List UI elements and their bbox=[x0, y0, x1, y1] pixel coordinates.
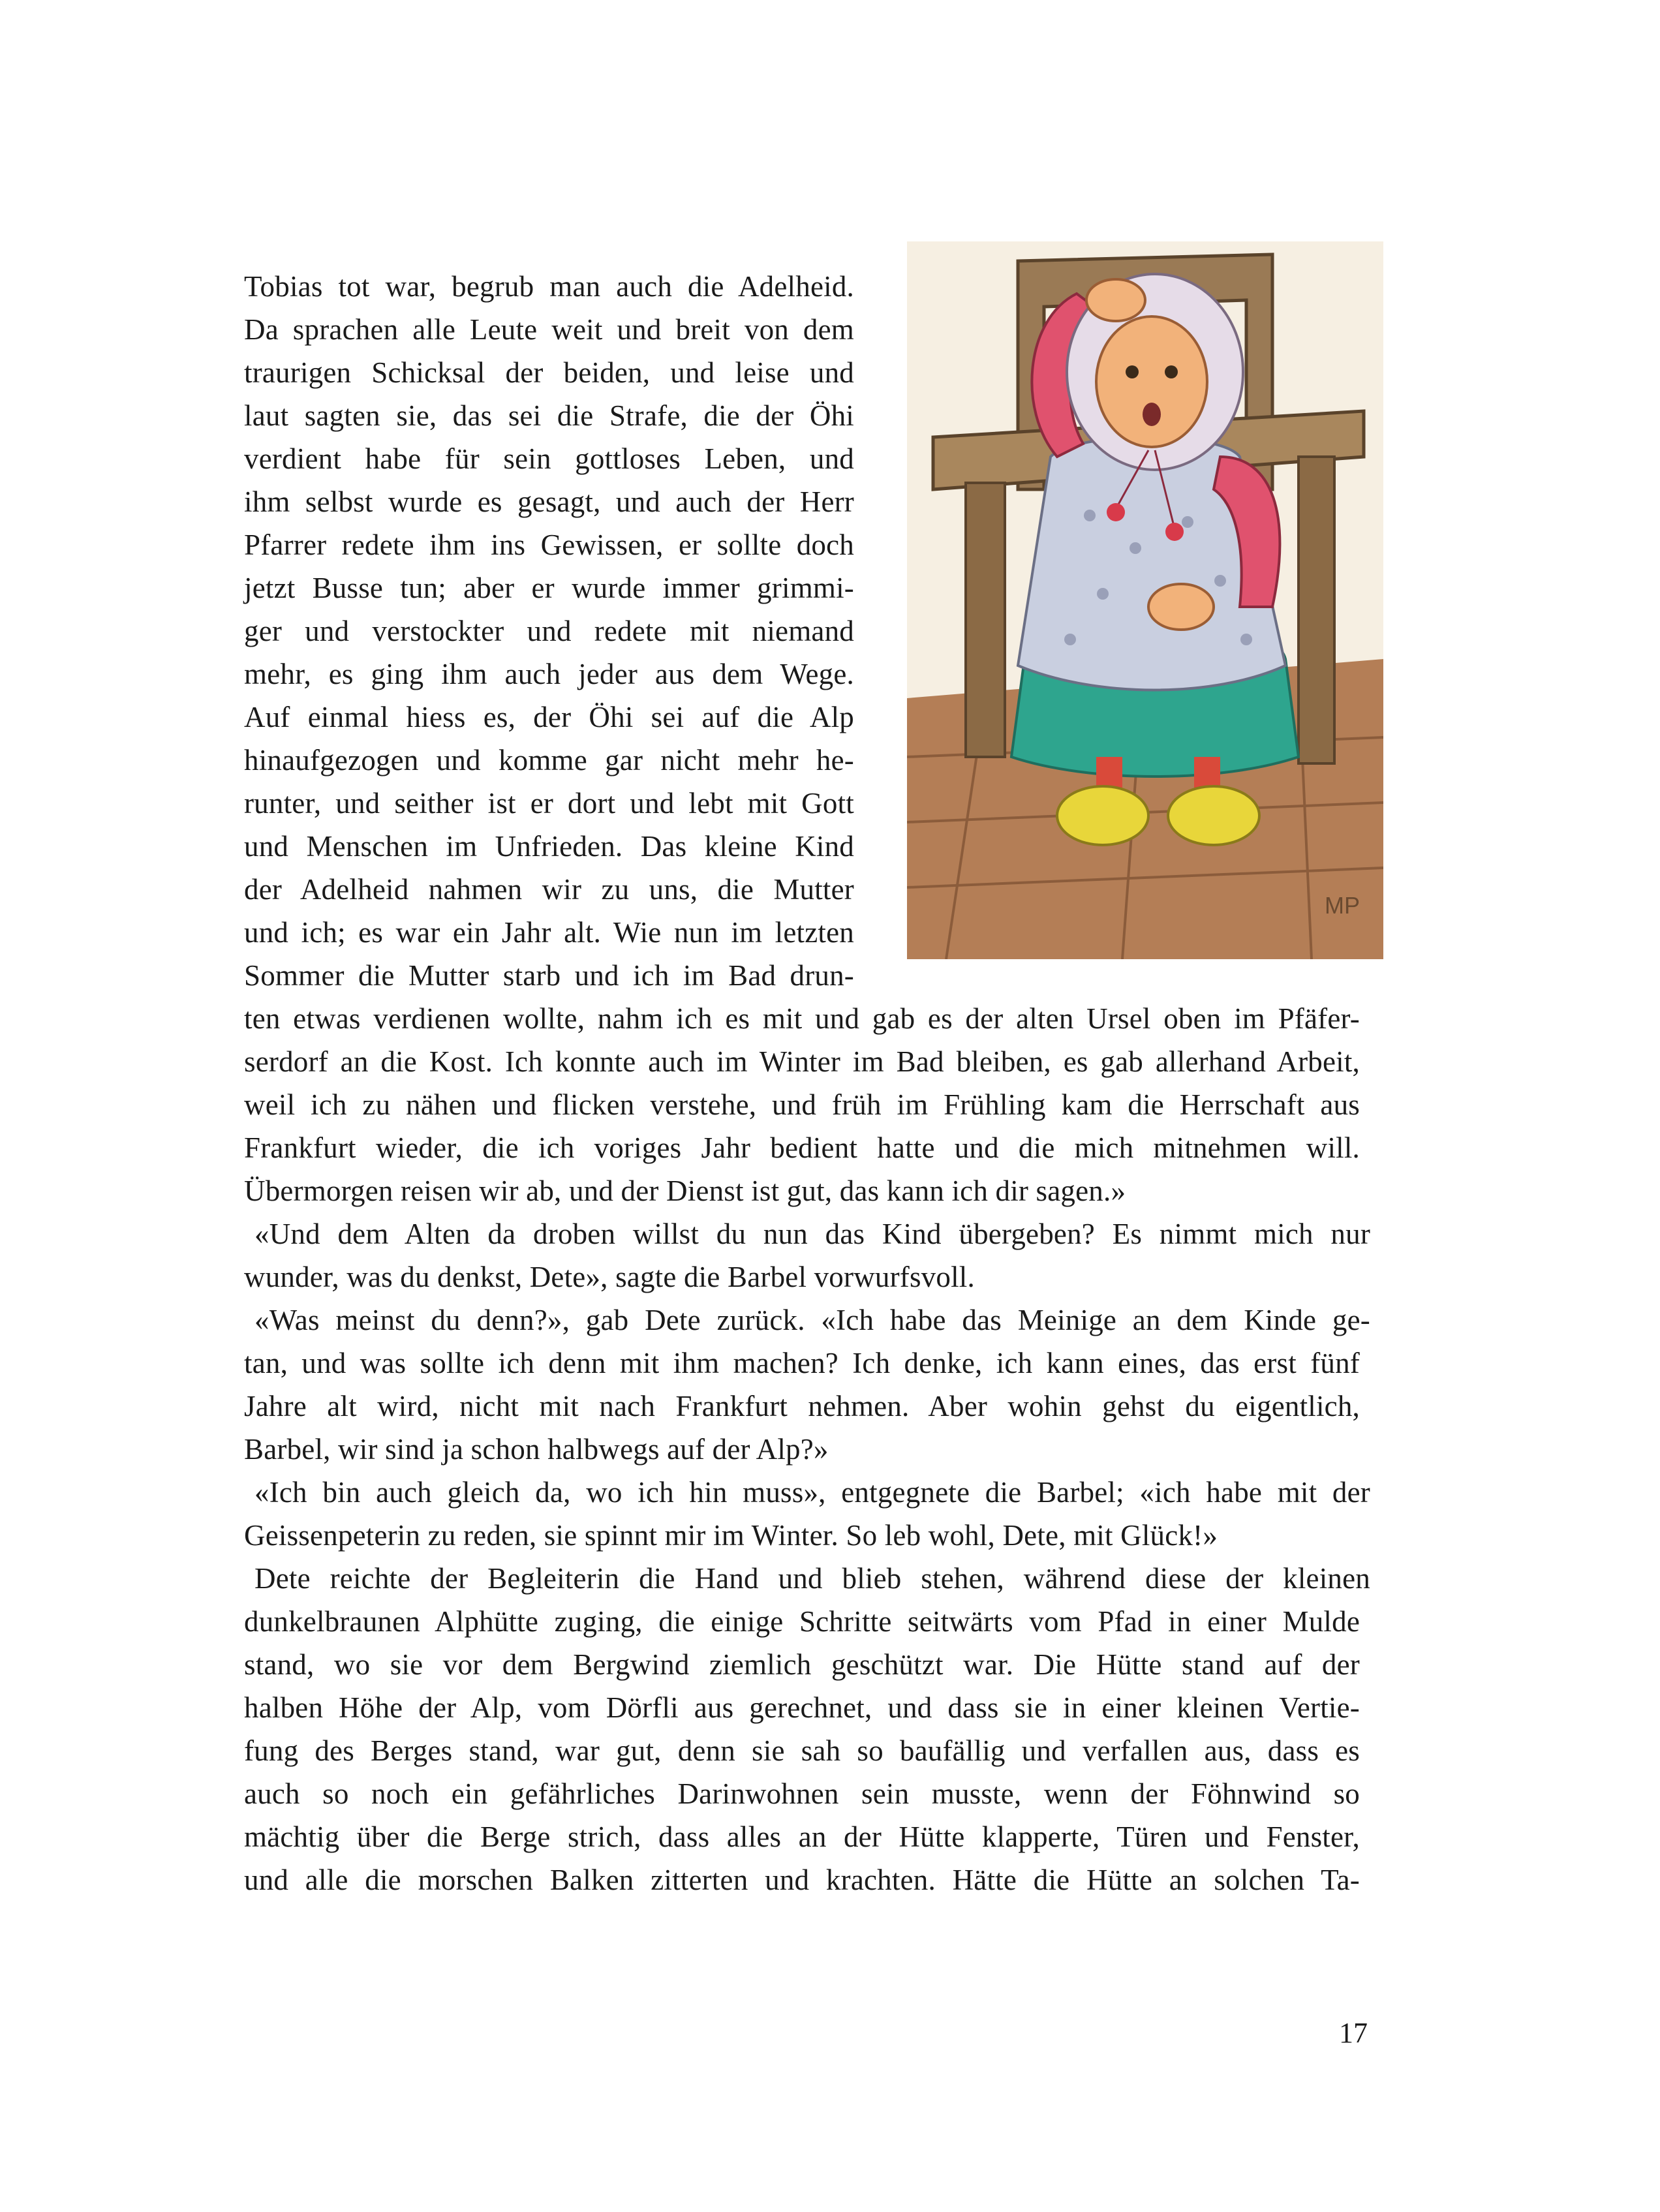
text-line: weil ich zu nähen und flicken verstehe, und früh im Frühling kam die Herrschaft aus bbox=[244, 1088, 1360, 1121]
text-line: «Und dem Alten da droben willst du nun das Kind übergeben? Es nimmt mich nur bbox=[254, 1218, 1370, 1250]
text-line: auch so noch ein gefährliches Darinwohnen sein musste, wenn der Föhnwind so bbox=[244, 1777, 1360, 1810]
text-line: fung des Berges stand, war gut, denn sie sah so baufällig und verfallen aus, dass es bbox=[244, 1734, 1360, 1767]
text-line: ten etwas verdienen wollte, nahm ich es mit und gab es der alten Ursel oben im Pfäfer- bbox=[244, 1002, 1360, 1035]
narrow-text-block bbox=[244, 265, 1366, 997]
text-line: Dete reichte der Begleiterin die Hand und blieb stehen, während diese der kleinen bbox=[254, 1562, 1370, 1595]
text-line: runter, und seither ist er dort und lebt mit Gott bbox=[244, 787, 854, 820]
text-line: und Menschen im Unfrieden. Das kleine Kind bbox=[244, 830, 854, 863]
text-line: Tobias tot war, begrub man auch die Adelheid. bbox=[244, 270, 854, 303]
paragraph bbox=[244, 1557, 1370, 1901]
paragraph bbox=[244, 997, 1366, 1212]
text-line: Pfarrer redete ihm ins Gewissen, er sollte doch bbox=[244, 529, 854, 561]
text-line: traurigen Schicksal der beiden, und leise und bbox=[244, 356, 854, 389]
paragraph bbox=[244, 1298, 1370, 1471]
text-line: mächtig über die Berge strich, dass alles an der Hütte klapperte, Türen und Fenster, bbox=[244, 1820, 1360, 1853]
illustration-signature: MP bbox=[1325, 892, 1360, 919]
text-line: mehr, es ging ihm auch jeder aus dem Wege. bbox=[244, 658, 854, 690]
text-line: und alle die morschen Balken zitterten und krachten. Hätte die Hütte an solchen Ta- bbox=[244, 1864, 1360, 1896]
text-line: Auf einmal hiess es, der Öhi sei auf die Alp bbox=[244, 701, 854, 733]
page-number: 17 bbox=[1339, 2017, 1368, 2049]
text-line: «Ich bin auch gleich da, wo ich hin muss», entgegnete die Barbel; «ich habe mit der bbox=[254, 1476, 1370, 1509]
text-line: stand, wo sie vor dem Bergwind ziemlich geschützt war. Die Hütte stand auf der bbox=[244, 1648, 1360, 1681]
text-line: dunkelbraunen Alphütte zuging, die einige Schritte seitwärts vom Pfad in einer Mulde bbox=[244, 1605, 1360, 1638]
text-line: Jahre alt wird, nicht mit nach Frankfurt nehmen. Aber wohin gehst du eigentlich, bbox=[244, 1390, 1360, 1422]
text-line: und ich; es war ein Jahr alt. Wie nun im letzten bbox=[244, 916, 854, 949]
text-line: «Was meinst du denn?», gab Dete zurück. «Ich habe das Meinige an dem Kinde ge- bbox=[254, 1304, 1370, 1336]
text-line: laut sagten sie, das sei die Strafe, die der Öhi bbox=[244, 399, 854, 432]
text-line: hinaufgezogen und komme gar nicht mehr he- bbox=[244, 744, 854, 776]
text-line: tan, und was sollte ich denn mit ihm machen? Ich denke, ich kann eines, das erst fünf bbox=[244, 1347, 1360, 1379]
paragraph bbox=[244, 1212, 1370, 1298]
paragraph bbox=[244, 1471, 1370, 1557]
text-line: verdient habe für sein gottloses Leben, und bbox=[244, 442, 854, 475]
text-line: jetzt Busse tun; aber er wurde immer grimmi- bbox=[244, 572, 854, 604]
text-line: Übermorgen reisen wir ab, und der Dienst ist gut, das kann ich dir sagen.» bbox=[244, 1175, 1126, 1207]
text-line: serdorf an die Kost. Ich konnte auch im Winter im Bad bleiben, es gab allerhand Arbeit, bbox=[244, 1045, 1360, 1078]
wide-text-block bbox=[244, 997, 1370, 1901]
text-line: wunder, was du denkst, Dete», sagte die Barbel vorwurfsvoll. bbox=[244, 1261, 975, 1293]
text-line: Da sprachen alle Leute weit und breit von dem bbox=[244, 313, 854, 346]
text-line: halben Höhe der Alp, vom Dörfli aus gerechnet, und dass sie in einer kleinen Vertie- bbox=[244, 1691, 1360, 1724]
text-line: Barbel, wir sind ja schon halbwegs auf der Alp?» bbox=[244, 1433, 829, 1466]
text-line: ger und verstockter und redete mit niemand bbox=[244, 615, 854, 647]
text-line: Frankfurt wieder, die ich voriges Jahr bedient hatte und die mich mitnehmen will. bbox=[244, 1131, 1360, 1164]
text-line: Sommer die Mutter starb und ich im Bad drun- bbox=[244, 959, 854, 992]
text-line: ihm selbst wurde es gesagt, und auch der Herr bbox=[244, 485, 854, 518]
text-line: der Adelheid nahmen wir zu uns, die Mutter bbox=[244, 873, 854, 906]
text-line: Geissenpeterin zu reden, sie spinnt mir im Winter. So leb wohl, Dete, mit Glück!» bbox=[244, 1519, 1218, 1552]
